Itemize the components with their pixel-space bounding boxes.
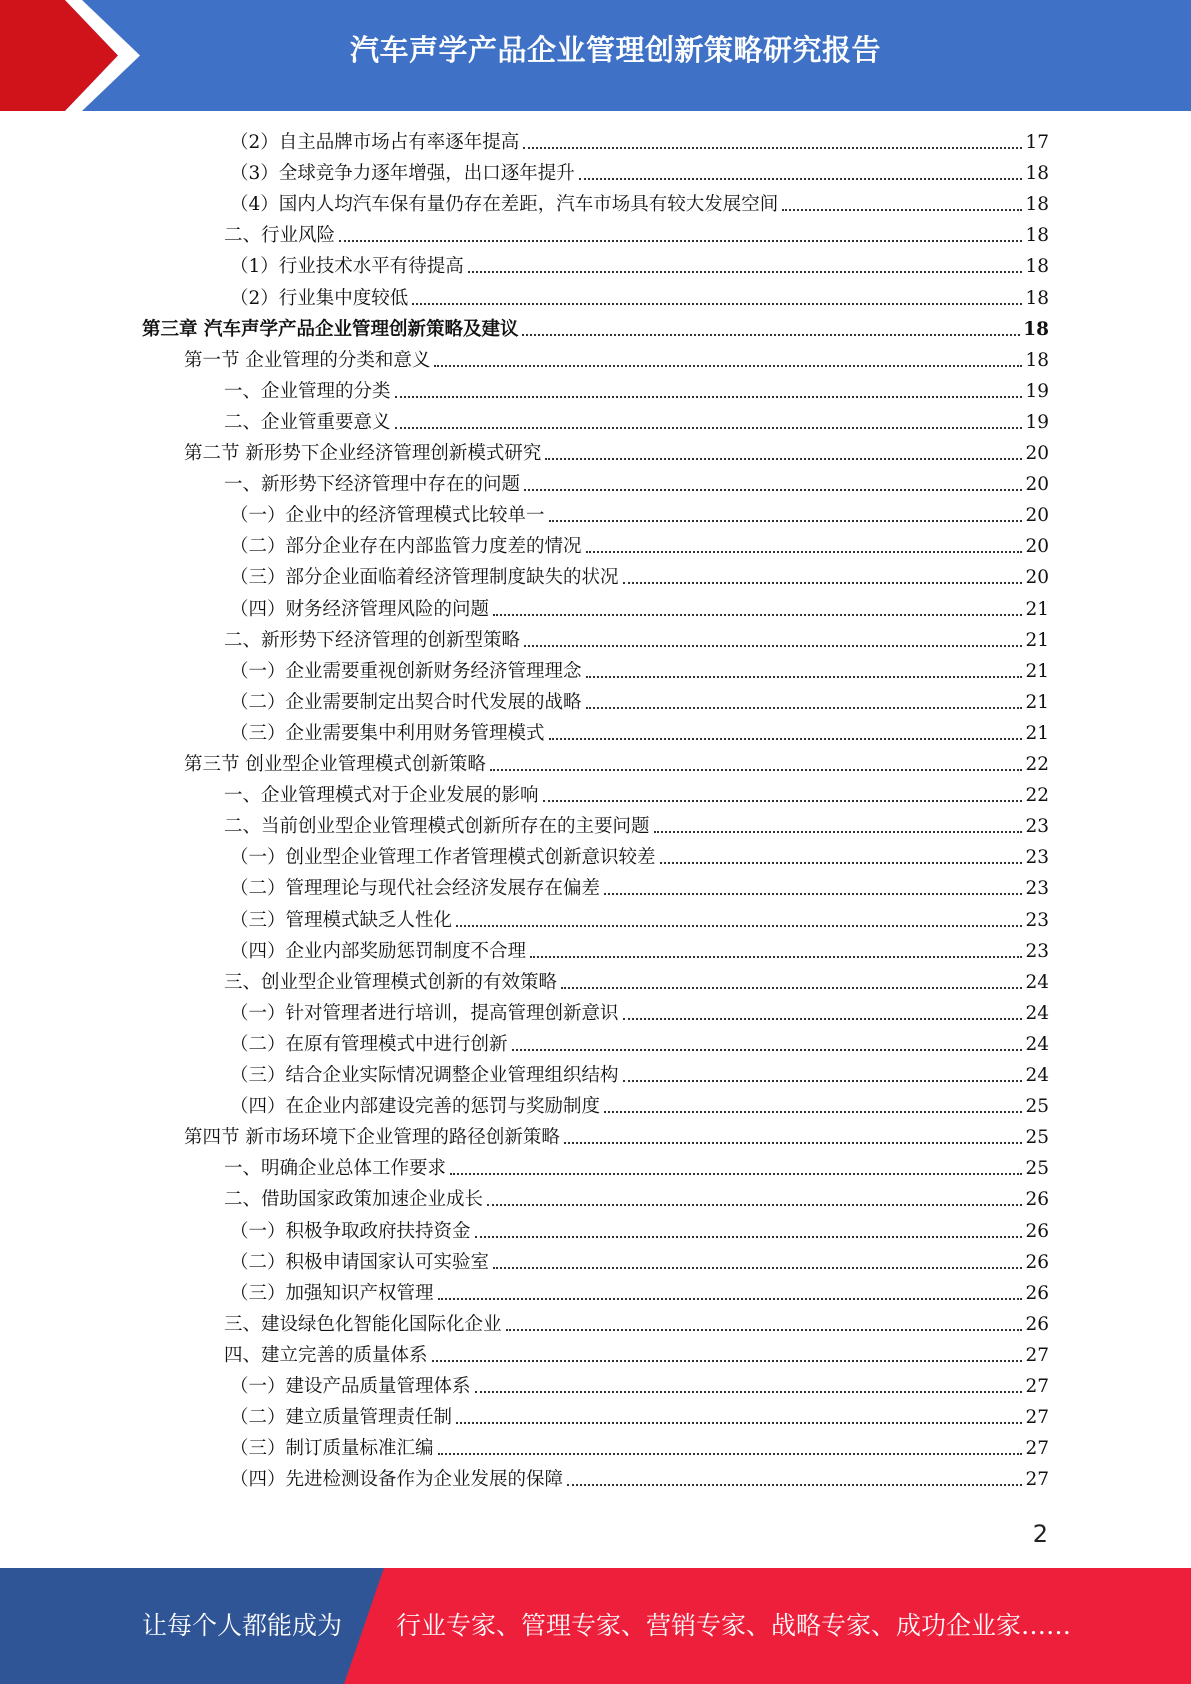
- toc-entry[interactable]: [230, 1278, 1049, 1309]
- toc-dot-leader: [543, 800, 1023, 802]
- toc-entry-page: 18: [1025, 194, 1049, 216]
- toc-entry-page: 24: [1025, 971, 1049, 993]
- toc-entry[interactable]: [230, 842, 1049, 873]
- toc-dot-leader: [604, 1111, 1022, 1113]
- toc-entry-title: （3）全球竞争力逐年增强，出口逐年提升: [230, 163, 575, 185]
- toc-entry-title: （二）在原有管理模式中进行创新: [230, 1033, 508, 1055]
- toc-entry-page: 23: [1025, 909, 1049, 931]
- toc-entry-page: 18: [1025, 256, 1049, 278]
- toc-entry-title: 二、借助国家政策加速企业成长: [224, 1189, 484, 1211]
- toc-dot-leader: [524, 489, 1022, 491]
- toc-dot-leader: [487, 1204, 1022, 1206]
- toc-dot-leader: [586, 707, 1023, 709]
- toc-entry-title: 第三节 创业型企业管理模式创新策略: [184, 754, 486, 775]
- toc-dot-leader: [530, 956, 1022, 958]
- toc-dot-leader: [564, 1142, 1023, 1144]
- toc-entry-page: 23: [1025, 878, 1049, 900]
- toc-entry-page: 21: [1025, 722, 1049, 744]
- page-title: 汽车声学产品企业管理创新策略研究报告: [349, 33, 881, 67]
- footer-slogan-right: 行业专家、管理专家、营销专家、战略专家、成功企业家……: [396, 1611, 1072, 1640]
- toc-entry-page: 24: [1025, 1065, 1049, 1086]
- toc-dot-leader: [586, 551, 1023, 553]
- toc-entry[interactable]: [230, 283, 1049, 314]
- toc-entry[interactable]: [230, 251, 1049, 282]
- toc-entry[interactable]: [142, 314, 1049, 345]
- toc-entry-title: （一）企业需要重视创新财务经济管理理念: [230, 660, 582, 682]
- toc-entry-title: 三、创业型企业管理模式创新的有效策略: [224, 971, 558, 993]
- toc-entry[interactable]: [230, 1060, 1049, 1091]
- toc-entry-page: 25: [1025, 1096, 1049, 1118]
- toc-entry-page: 27: [1025, 1344, 1049, 1366]
- toc-entry-title: （二）部分企业存在内部监管力度差的情况: [230, 536, 582, 558]
- toc-entry-page: 19: [1025, 380, 1049, 402]
- toc-entry[interactable]: [230, 127, 1049, 158]
- toc-entry-title: （二）管理理论与现代社会经济发展存在偏差: [230, 878, 601, 900]
- toc-entry[interactable]: [230, 998, 1049, 1029]
- toc-entry[interactable]: [184, 749, 1049, 780]
- toc-dot-leader: [623, 582, 1023, 584]
- toc-entry[interactable]: [230, 873, 1049, 904]
- toc-entry-title: （三）加强知识产权管理: [230, 1282, 434, 1304]
- toc-entry-page: 25: [1025, 1158, 1049, 1180]
- toc-dot-leader: [567, 1484, 1022, 1486]
- toc-entry-title: （三）制订质量标准汇编: [230, 1438, 434, 1460]
- toc-entry-page: 27: [1025, 1469, 1049, 1491]
- toc-entry-page: 21: [1025, 691, 1049, 713]
- toc-dot-leader: [654, 831, 1023, 833]
- toc-entry-page: 23: [1025, 816, 1049, 838]
- toc-entry[interactable]: [230, 562, 1049, 593]
- toc-entry[interactable]: [224, 220, 1049, 251]
- page-number: 2: [1032, 1520, 1048, 1548]
- toc-entry-title: （四）在企业内部建设完善的惩罚与奖励制度: [230, 1096, 601, 1118]
- toc-entry-page: 22: [1025, 785, 1049, 807]
- toc-dot-leader: [545, 458, 1022, 460]
- toc-entry[interactable]: [230, 1216, 1049, 1247]
- toc-entry[interactable]: [224, 1153, 1049, 1184]
- toc-entry-page: 27: [1025, 1376, 1049, 1397]
- toc-entry[interactable]: [224, 376, 1049, 407]
- toc-entry[interactable]: [230, 189, 1049, 220]
- toc-entry[interactable]: [230, 158, 1049, 189]
- toc-entry-page: 18: [1025, 349, 1049, 371]
- toc-entry-page: 23: [1025, 940, 1049, 962]
- toc-entry-page: 17: [1025, 132, 1049, 153]
- toc-dot-leader: [561, 987, 1022, 989]
- toc-entry-title: （2）行业集中度较低: [230, 287, 409, 309]
- toc-entry[interactable]: [224, 407, 1049, 438]
- toc-entry-page: 27: [1025, 1438, 1049, 1460]
- toc-entry[interactable]: [224, 469, 1049, 500]
- toc-entry[interactable]: [230, 718, 1049, 749]
- toc-dot-leader: [434, 365, 1022, 367]
- toc-entry-title: （2）自主品牌市场占有率逐年提高: [230, 132, 520, 153]
- toc-dot-leader: [493, 1267, 1022, 1269]
- toc-entry-title: （一）创业型企业管理工作者管理模式创新意识较差: [230, 847, 656, 869]
- toc-entry-title: （三）管理模式缺乏人性化: [230, 909, 453, 931]
- toc-dot-leader: [475, 1391, 1023, 1393]
- toc-dot-leader: [524, 645, 1022, 647]
- footer-slogan-left: 让每个人都能成为: [142, 1611, 343, 1640]
- toc-dot-leader: [456, 1422, 1022, 1424]
- toc-entry[interactable]: [230, 1433, 1049, 1464]
- toc-entry[interactable]: [230, 1247, 1049, 1278]
- toc-entry-page: 18: [1025, 225, 1049, 247]
- toc-entry-page: 27: [1025, 1407, 1049, 1429]
- toc-entry[interactable]: [184, 345, 1049, 376]
- toc-dot-leader: [782, 209, 1022, 211]
- toc-dot-leader: [604, 893, 1022, 895]
- toc-dot-leader: [586, 676, 1023, 678]
- toc-entry-page: 21: [1025, 629, 1049, 651]
- toc-entry-title: 三、建设绿色化智能化国际化企业: [224, 1313, 502, 1335]
- toc-entry[interactable]: [224, 811, 1049, 842]
- toc-entry-title: （二）积极申请国家认可实验室: [230, 1251, 490, 1273]
- toc-entry-title: 第二节 新形势下企业经济管理创新模式研究: [184, 443, 542, 464]
- toc-entry-title: （三）部分企业面临着经济管理制度缺失的状况: [230, 567, 619, 589]
- toc-entry-title: 四、建立完善的质量体系: [224, 1344, 428, 1366]
- toc-dot-leader: [456, 925, 1022, 927]
- toc-entry-title: （四）企业内部奖励惩罚制度不合理: [230, 940, 527, 962]
- toc-entry-title: 第一节 企业管理的分类和意义: [184, 349, 431, 371]
- toc-dot-leader: [522, 334, 1020, 336]
- toc-entry-page: 24: [1025, 1033, 1049, 1055]
- toc-entry-page: 21: [1025, 660, 1049, 682]
- toc-entry-page: 20: [1025, 505, 1049, 527]
- toc-dot-leader: [450, 1173, 1022, 1175]
- toc-entry-title: 二、行业风险: [224, 225, 336, 247]
- toc-entry[interactable]: [230, 500, 1049, 531]
- toc-entry[interactable]: [224, 1309, 1049, 1340]
- toc-entry-page: 26: [1025, 1189, 1049, 1211]
- toc-entry-title: （三）企业需要集中利用财务管理模式: [230, 722, 545, 744]
- toc-entry-title: （一）建设产品质量管理体系: [230, 1376, 471, 1397]
- toc-entry-page: 26: [1025, 1282, 1049, 1304]
- toc-entry-title: 二、新形势下经济管理的创新型策略: [224, 629, 521, 651]
- toc-entry[interactable]: [230, 594, 1049, 625]
- toc-entry-page: 20: [1025, 536, 1049, 558]
- toc-entry[interactable]: [230, 687, 1049, 718]
- toc-entry-title: （四）财务经济管理风险的问题: [230, 598, 490, 620]
- toc-dot-leader: [412, 303, 1022, 305]
- toc-dot-leader: [475, 1236, 1023, 1238]
- toc-entry-title: 第四节 新市场环境下企业管理的路径创新策略: [184, 1127, 560, 1149]
- toc-dot-leader: [493, 614, 1022, 616]
- toc-entry-title: 一、企业管理的分类: [224, 380, 391, 402]
- toc-entry-title: （一）企业中的经济管理模式比较单一: [230, 505, 545, 527]
- toc-entry[interactable]: [224, 625, 1049, 656]
- toc-dot-leader: [395, 427, 1023, 429]
- toc-entry[interactable]: [224, 967, 1049, 998]
- toc-entry-title: （一）积极争取政府扶持资金: [230, 1220, 471, 1242]
- toc-entry-title: （三）结合企业实际情况调整企业管理组织结构: [230, 1065, 619, 1086]
- toc-entry-page: 19: [1025, 411, 1049, 433]
- toc-dot-leader: [339, 240, 1022, 242]
- toc-entry[interactable]: [230, 1371, 1049, 1402]
- toc-dot-leader: [432, 1360, 1023, 1362]
- toc-entry-title: 一、企业管理模式对于企业发展的影响: [224, 785, 539, 807]
- toc-entry-page: 18: [1023, 318, 1049, 340]
- toc-dot-leader: [468, 271, 1023, 273]
- toc-entry-page: 21: [1025, 598, 1049, 620]
- toc-entry[interactable]: [224, 1340, 1049, 1371]
- toc-entry-title: （一）针对管理者进行培训，提高管理创新意识: [230, 1002, 619, 1024]
- toc-entry-page: 25: [1025, 1127, 1049, 1149]
- toc-entry-page: 18: [1025, 287, 1049, 309]
- toc-entry-title: 二、企业管重要意义: [224, 411, 391, 433]
- toc-dot-leader: [490, 769, 1023, 771]
- toc-dot-leader: [579, 178, 1023, 180]
- toc-dot-leader: [549, 738, 1023, 740]
- toc-entry[interactable]: [224, 1184, 1049, 1215]
- toc-entry-title: （二）企业需要制定出契合时代发展的战略: [230, 691, 582, 713]
- toc-entry-page: 20: [1025, 567, 1049, 589]
- toc-entry-title: 第三章 汽车声学产品企业管理创新策略及建议: [142, 318, 519, 340]
- toc-entry[interactable]: [230, 1091, 1049, 1122]
- toc-dot-leader: [512, 1049, 1023, 1051]
- toc-entry-page: 26: [1025, 1220, 1049, 1242]
- toc-entry-title: （4）国内人均汽车保有量仍存在差距，汽车市场具有较大发展空间: [230, 194, 779, 216]
- footer-banner: [0, 1568, 1191, 1684]
- toc-entry-title: （二）建立质量管理责任制: [230, 1407, 453, 1429]
- toc-entry-page: 20: [1025, 443, 1049, 464]
- toc-entry[interactable]: [230, 905, 1049, 936]
- toc-entry[interactable]: [184, 1122, 1049, 1153]
- toc-entry-page: 18: [1025, 163, 1049, 185]
- toc-dot-leader: [660, 862, 1023, 864]
- toc-dot-leader: [623, 1018, 1023, 1020]
- toc-dot-leader: [623, 1080, 1023, 1082]
- toc-entry[interactable]: [230, 531, 1049, 562]
- toc-dot-leader: [523, 147, 1022, 149]
- header-banner: [0, 0, 1191, 111]
- toc-entry-title: 一、新形势下经济管理中存在的问题: [224, 474, 521, 496]
- toc-entry-page: 24: [1025, 1002, 1049, 1024]
- toc-entry-title: 二、当前创业型企业管理模式创新所存在的主要问题: [224, 816, 650, 838]
- toc-entry-page: 23: [1025, 847, 1049, 869]
- toc-entry[interactable]: [230, 1464, 1049, 1495]
- toc-entry[interactable]: [230, 936, 1049, 967]
- toc-entry-page: 22: [1025, 754, 1049, 775]
- toc-dot-leader: [506, 1329, 1023, 1331]
- toc-entry[interactable]: [224, 780, 1049, 811]
- toc-entry-title: 一、明确企业总体工作要求: [224, 1158, 447, 1180]
- toc-entry[interactable]: [230, 656, 1049, 687]
- toc-entry-page: 26: [1025, 1251, 1049, 1273]
- toc-dot-leader: [438, 1453, 1023, 1455]
- toc-entry-title: （四）先进检测设备作为企业发展的保障: [230, 1469, 564, 1491]
- toc-dot-leader: [395, 396, 1023, 398]
- toc-entry[interactable]: [230, 1402, 1049, 1433]
- toc-entry[interactable]: [184, 438, 1049, 469]
- toc-dot-leader: [438, 1298, 1023, 1300]
- toc-entry[interactable]: [230, 1029, 1049, 1060]
- toc-entry-page: 20: [1025, 474, 1049, 496]
- toc-dot-leader: [549, 520, 1023, 522]
- toc-entry-page: 26: [1025, 1313, 1049, 1335]
- toc-entry-title: （1）行业技术水平有待提高: [230, 256, 464, 278]
